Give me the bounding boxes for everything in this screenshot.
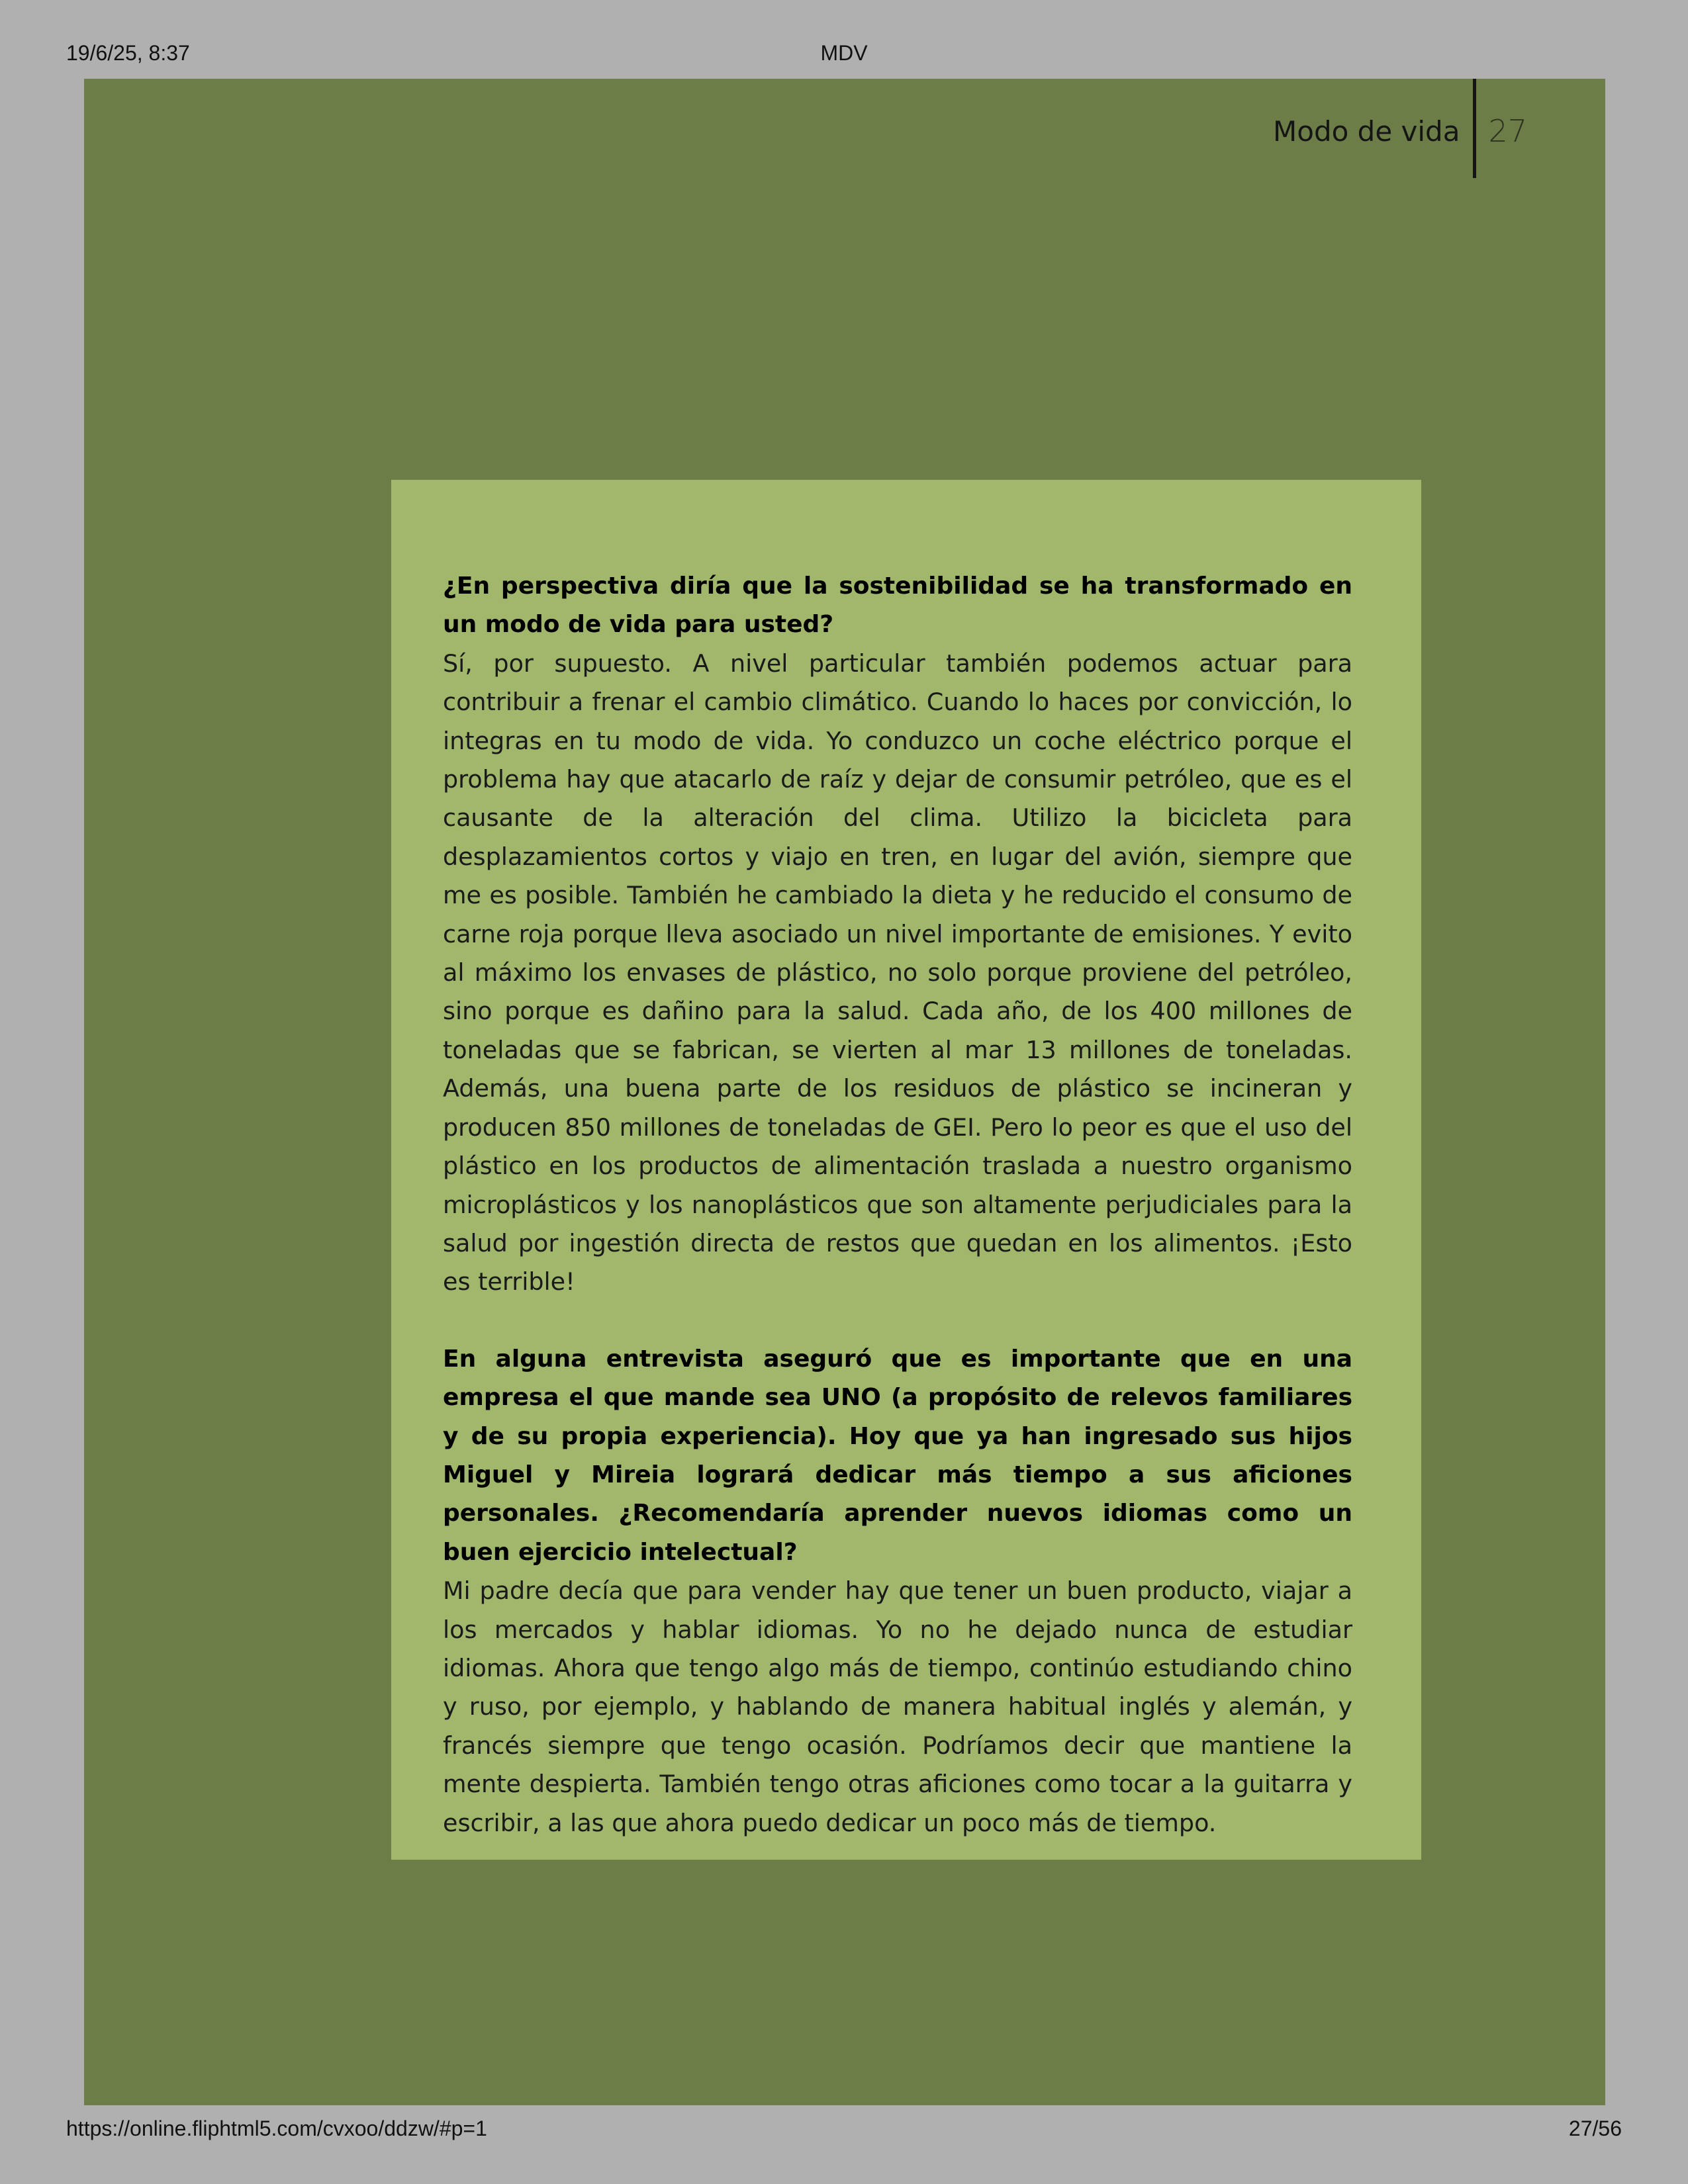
- print-url: https://online.fliphtml5.com/cvxoo/ddzw/#p=1: [66, 2116, 487, 2140]
- interview-answer-2: Mi padre decía que para vender hay que tener un buen producto, viajar a los mercados y hablar idiomas. Yo no he dejado nunca de estudiar idiomas. Ahora que tengo algo más de tiempo, continúo estudiando chino y ruso, por ejemplo, y hablando de manera habitual inglés y alemán, y francés siempre que tengo ocasión. Podríamos decir que mantiene la mente despierta. También tengo otras aficiones como tocar a la guitarra y escribir, a las que ahora puedo dedicar un poco más de tiempo.: [443, 1576, 1352, 1837]
- paragraph-spacer: [443, 1302, 1352, 1340]
- interview-body: [443, 567, 1352, 1843]
- print-header: [0, 41, 1688, 71]
- interview-question-2: En alguna entrevista aseguró que es importante que en una empresa el que mande sea UNO (a propósito de relevos familiares y de su propia experiencia). Hoy que ya han ingresado sus hijos Miguel y Mireia logrará dedicar más tiempo a sus aficiones personales. ¿Recomendaría aprender nuevos idiomas como un buen ejercicio intelectual?: [443, 1345, 1352, 1566]
- interview-answer-1: Sí, por supuesto. A nivel particular también podemos actuar para contribuir a frenar el cambio climático. Cuando lo haces por convicción, lo integras en tu modo de vida. Yo conduzco un coche eléctrico porque el problema hay que atacarlo de raíz y dejar de consumir petróleo, que es el causante de la alteración del clima. Utilizo la bicicleta para desplazamientos cortos y viajo en tren, en lugar del avión, siempre que me es posible. También he cambiado la dieta y he reducido el consumo de carne roja porque lleva asociado un nivel importante de emisiones. Y evito al máximo los envases de plástico, no solo porque proviene del petróleo, sino porque es dañino para la salud. Cada año, de los 400 millones de toneladas que se fabrican, se vierten al mar 13 millones de toneladas. Además, una buena parte de los residuos de plástico se incineran y producen 850 millones de toneladas de GEI. Pero lo peor es que el uso del plástico en los productos de alimentación traslada a nuestro organismo microplásticos y los nanoplásticos que son altamente perjudiciales para la salud por ingestión directa de restos que quedan en los alimentos. ¡Esto es terrible!: [443, 649, 1352, 1297]
- print-document-title: MDV: [820, 41, 868, 65]
- interview-question-1: ¿En perspectiva diría que la sostenibilidad se ha transformado en un modo de vida para usted?: [443, 572, 1352, 639]
- running-head: [1273, 79, 1527, 178]
- magazine-page: [84, 79, 1605, 2105]
- print-footer: [0, 2116, 1688, 2147]
- page-number: 27: [1488, 113, 1527, 149]
- interview-text-box: [391, 480, 1421, 1860]
- print-page-counter: 27/56: [1568, 2116, 1622, 2140]
- section-name: Modo de vida: [1273, 114, 1460, 148]
- print-datetime: 19/6/25, 8:37: [66, 41, 190, 65]
